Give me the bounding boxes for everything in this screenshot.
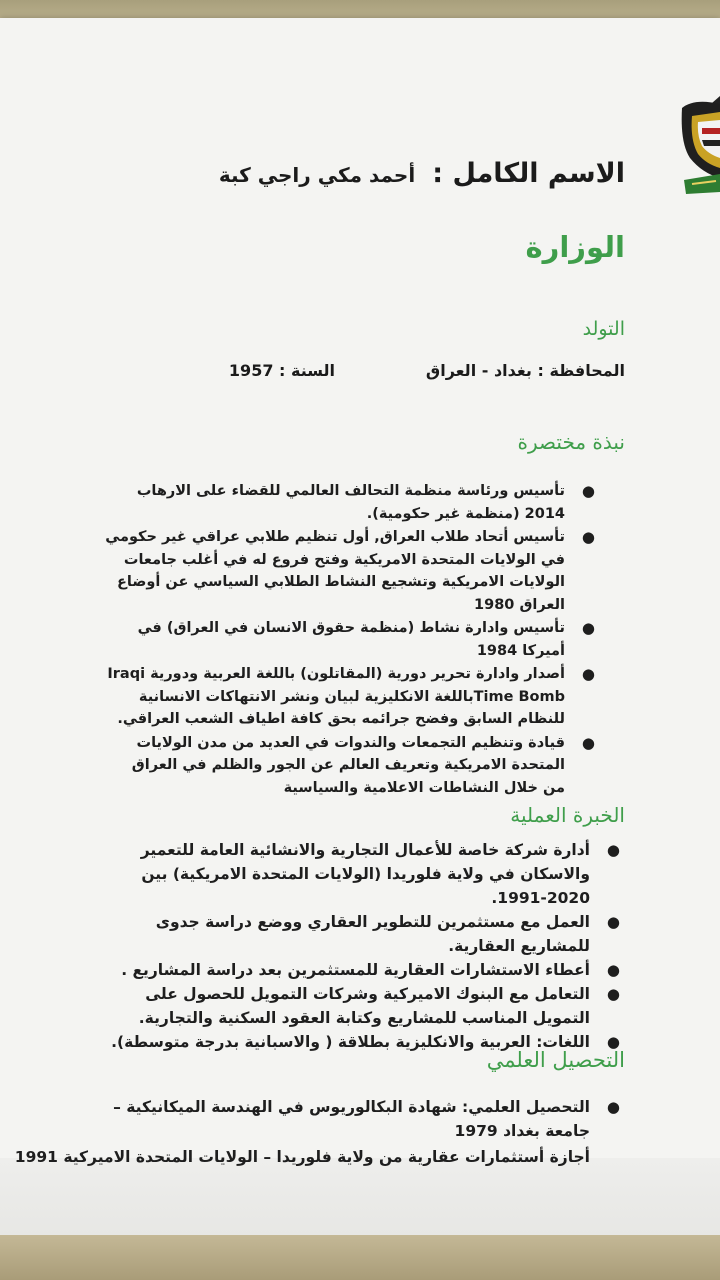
bullet-icon: ● <box>606 961 620 979</box>
experience-heading: الخبرة العملية <box>510 803 625 827</box>
list-item: ● تأسيس ورئاسة منظمة التحالف العالمي للقضاء على الارهاب 2014 (منظمة غير حكومية). <box>136 482 595 522</box>
iraq-coat-of-arms-icon <box>672 88 720 198</box>
experience-list <box>90 838 620 1054</box>
birth-governorate: المحافظة : بغداد - العراق <box>425 361 625 380</box>
bullet-icon: ● <box>581 619 595 637</box>
bio-heading: نبذة مختصرة <box>517 430 625 454</box>
bullet-icon: ● <box>606 841 620 859</box>
partial-item-text: أجازة أستثمارات عقارية من ولاية فلوريدا – الولايات المتحدة الاميركية 1991 <box>14 1148 590 1166</box>
education-heading: التحصيل العلمي <box>486 1048 625 1072</box>
birth-year: السنة : 1957 <box>228 361 335 380</box>
bullet-icon: ● <box>581 482 595 500</box>
list-item: ● أصدار وادارة تحرير دورية (المقاتلون) باللغة العربية ودورية Iraqi Time Bombباللغة الانكليزية لبيان ونشر الانتهاكات الانسانية للنظام السابق وفضح جرائمه بحق كافة اطياف الشعب العراقي. <box>107 665 595 727</box>
list-item: ● أعطاء الاستشارات العقارية للمستثمرين بعد دراسة المشاريع . <box>90 958 590 982</box>
education-partial-item <box>14 1146 590 1166</box>
list-item: ● تأسيس أتحاد طلاب العراق, أول تنظيم طلابي عراقي غير حكومي في الولايات المتحدة الامريكية وفتح فروع له في أغلب جامعات الولايات الامريكية وتشجيع النشاط الطلابي السياسي عن أوضاع العراق 1980 <box>105 528 595 613</box>
education-list <box>90 1095 620 1143</box>
ministry-heading: الوزارة <box>525 230 625 264</box>
bio-list <box>105 480 595 800</box>
full-name-line <box>219 158 625 189</box>
birth-heading: التولد <box>582 318 625 340</box>
desk-surface-bottom <box>0 1235 720 1280</box>
full-name-label: الاسم الكامل : <box>432 158 625 189</box>
bullet-icon: ● <box>606 913 620 931</box>
list-item: ● اللغات: العربية والانكليزية بطلاقة ( والاسبانية بدرجة متوسطة). <box>90 1030 590 1054</box>
bullet-icon: ● <box>606 1098 620 1116</box>
list-item: ● التعامل مع البنوك الاميركية وشركات التمويل للحصول على التمويل المناسب للمشاريع وكتابة العقود السكنية والتجارية. <box>90 982 590 1030</box>
bullet-icon: ● <box>581 665 595 683</box>
bullet-icon: ● <box>581 733 595 752</box>
cv-document-page <box>0 18 720 1240</box>
bullet-icon: ● <box>606 1033 620 1051</box>
full-name-value: أحمد مكي راجي كبة <box>218 163 416 187</box>
bullet-icon: ● <box>581 528 595 546</box>
list-item: ● أدارة شركة خاصة للأعمال التجارية والانشائية العامة للتعمير والاسكان في ولاية فلوريدا (الولايات المتحدة الامريكية) بين 2020-1991. <box>90 838 590 910</box>
bullet-icon: ● <box>606 985 620 1003</box>
list-item: ● التحصيل العلمي: شهادة البكالوريوس في الهندسة الميكانيكية – جامعة بغداد 1979 <box>90 1095 590 1143</box>
list-item: ● العمل مع مستثمرين للتطوير العقاري ووضع دراسة جدوى للمشاريع العقارية. <box>90 910 590 958</box>
list-item: ● قيادة وتنظيم التجمعات والندوات في العديد من مدن الولايات المتحدة الامريكية وتعريف العالم عن الجور والظلم في العراق من خلال النشاطات الاعلامية والسياسية <box>131 733 595 796</box>
list-item: ● تأسيس وادارة نشاط (منظمة حقوق الانسان في العراق) في أميركا 1984 <box>137 619 595 659</box>
